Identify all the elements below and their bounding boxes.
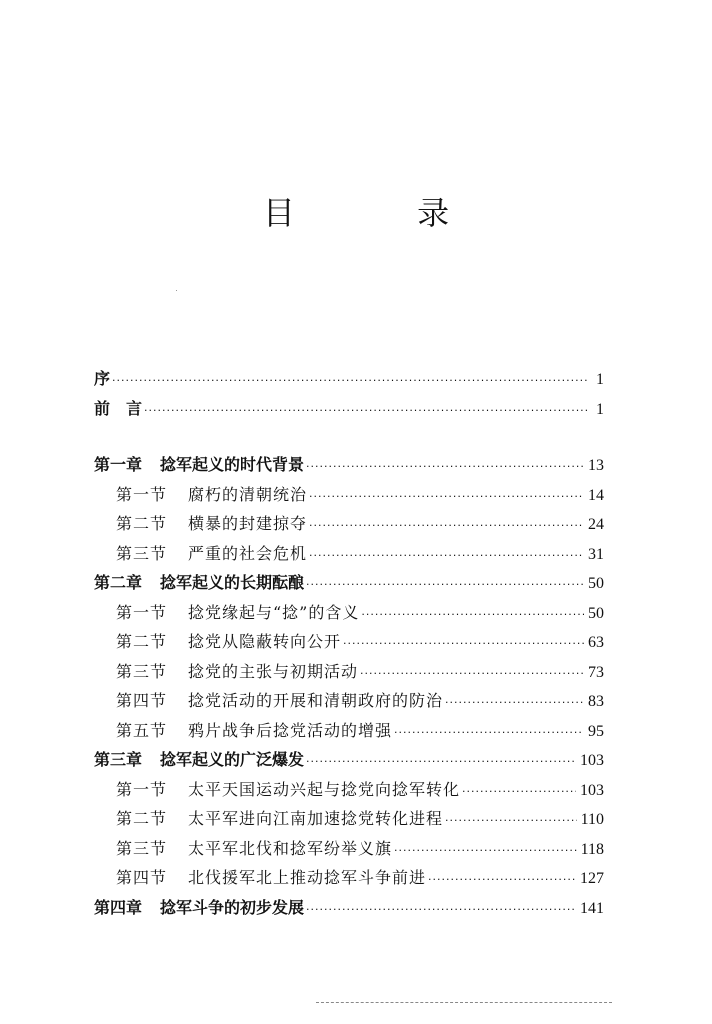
toc-section[interactable] [94,600,604,630]
toc-section[interactable] [94,688,604,718]
section-label [116,659,358,682]
section-number: 第四节 [116,868,168,887]
toc-section[interactable] [94,806,604,836]
chapter-title: 捻军起义的广泛爆发 [160,750,305,769]
toc-chapter[interactable] [94,747,604,777]
page-number: 73 [588,663,604,681]
dot-leader [306,903,576,916]
scan-artifact-line [316,1002,612,1004]
chapter-title: 捻军起义的长期酝酿 [160,573,305,592]
entry-label: 序 [94,369,111,388]
page-number: 1 [596,400,604,418]
dot-leader [306,578,584,591]
section-number: 第二节 [116,632,168,651]
chapter-number: 第二章 [94,573,143,592]
chapter-label [94,895,304,918]
section-number: 第一节 [116,779,168,799]
page-number: 31 [588,545,604,563]
toc-section[interactable] [94,777,604,807]
section-title: 严重的社会危机 [188,543,308,563]
section-title: 捻党的主张与初期活动 [188,661,359,681]
page-number: 13 [588,457,604,474]
section-label [116,541,307,564]
section-title: 北伐援军北上推动捻军斗争前进 [188,868,427,887]
page-number: 63 [588,634,604,651]
toc-section[interactable] [94,511,604,541]
dot-leader [112,374,588,387]
toc-chapter[interactable] [94,452,604,482]
toc-entry-foreword[interactable] [94,396,604,426]
toc-section[interactable] [94,629,604,659]
scan-speck [176,290,177,291]
dot-leader [306,460,584,473]
chapter-number: 第四章 [94,897,143,917]
page-number: 50 [588,604,604,622]
chapter-title: 捻军斗争的初步发展 [160,897,305,917]
section-number: 第三节 [116,838,168,858]
section-number: 第一节 [116,484,168,504]
dot-leader [394,726,584,739]
toc-section[interactable] [94,836,604,866]
page-number: 95 [588,722,604,740]
chapter-label [94,452,304,475]
section-label [116,600,359,623]
section-number: 第一节 [116,602,168,622]
section-title: 腐朽的清朝统治 [188,484,308,504]
section-label [116,718,392,741]
dot-leader [361,608,584,621]
dot-leader [144,404,588,417]
spacer [94,425,604,452]
section-title: 捻党活动的开展和清朝政府的防治 [188,691,444,710]
chapter-number: 第三章 [94,750,143,769]
section-number: 第四节 [116,691,168,710]
section-title: 横暴的封建掠夺 [188,514,308,533]
dot-leader [445,814,577,827]
toc-section[interactable] [94,865,604,895]
toc-section[interactable] [94,718,604,748]
toc-section[interactable] [94,482,604,512]
chapter-number: 第一章 [94,455,143,474]
page-number: 83 [588,693,604,710]
page-number: 50 [588,575,604,592]
dot-leader [394,844,577,857]
section-title: 太平军北伐和捻军纷举义旗 [188,838,393,858]
section-title: 太平天国运动兴起与捻党向捻军转化 [188,779,461,799]
section-label [116,688,443,711]
page-number: 110 [580,811,604,828]
page-number: 24 [588,516,604,533]
section-title: 鸦片战争后捻党活动的增强 [188,720,393,740]
page-number: 141 [580,899,604,917]
dot-leader [445,696,584,709]
dot-leader [360,667,584,680]
section-number: 第二节 [116,809,168,828]
section-title: 捻党缘起与“捻”的含义 [188,602,360,622]
section-number: 第三节 [116,661,168,681]
entry-label: 前 言 [94,398,143,418]
page-number: 118 [580,840,604,858]
page-number: 103 [580,781,604,799]
section-label [116,511,307,534]
toc-chapter[interactable] [94,895,604,925]
dot-leader [428,873,576,886]
dot-leader [309,549,584,562]
chapter-label [94,747,304,770]
page-number: 14 [588,486,604,504]
section-label [116,482,307,505]
section-label [116,806,443,829]
section-title: 太平军进向江南加速捻党转化进程 [188,809,444,828]
section-label [116,777,460,800]
dot-leader [309,490,584,503]
toc-section[interactable] [94,541,604,571]
table-of-contents [94,366,604,924]
section-number: 第二节 [116,514,168,533]
chapter-title: 捻军起义的时代背景 [160,455,305,474]
dot-leader [309,519,584,532]
section-number: 第五节 [116,720,168,740]
dot-leader [343,637,584,650]
dot-leader [306,755,576,768]
toc-chapter[interactable] [94,570,604,600]
section-number: 第三节 [116,543,168,563]
page-number: 1 [596,371,604,388]
dot-leader [462,785,576,798]
section-title: 捻党从隐蔽转向公开 [188,632,342,651]
toc-entry-preface[interactable] [94,366,604,396]
section-label [116,629,341,652]
page-number: 127 [580,870,604,887]
chapter-label [94,570,304,593]
section-label [116,836,392,859]
section-label [116,865,426,888]
page-title: 目 录 [262,194,506,232]
page-number: 103 [580,752,604,769]
toc-section[interactable] [94,659,604,689]
